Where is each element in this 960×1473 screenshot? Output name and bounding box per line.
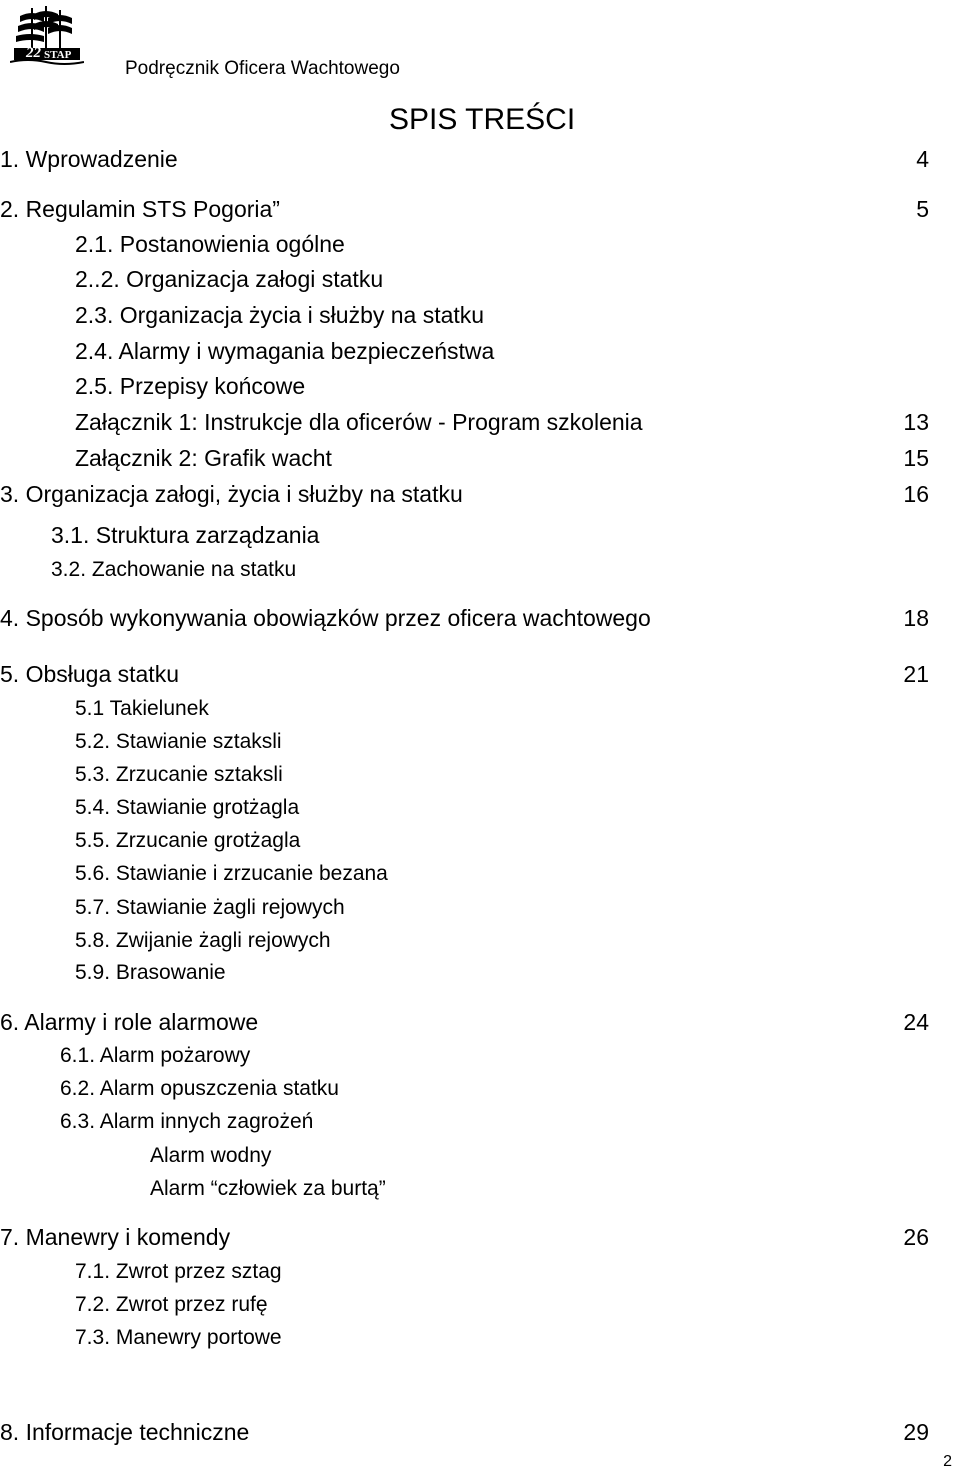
- toc-entry-page: 5: [916, 196, 929, 222]
- toc-entry: [0, 194, 960, 224]
- toc-entry-label: 5.2. Stawianie sztaksli: [75, 730, 282, 753]
- toc-entry-label: 7.3. Manewry portowe: [75, 1326, 282, 1349]
- toc-entry: [0, 229, 960, 259]
- toc-entry: [0, 371, 960, 401]
- toc-entry: [0, 893, 960, 923]
- toc-entry-page: 24: [903, 1009, 929, 1035]
- toc-entry-page: 29: [903, 1419, 929, 1445]
- toc-entry-page: 21: [903, 661, 929, 687]
- logo-label: STAP: [44, 49, 72, 61]
- running-header: Podręcznik Oficera Wachtowego: [125, 58, 400, 79]
- toc-entry-label: 4. Sposób wykonywania obowiązków przez oficera wachtowego: [0, 605, 651, 631]
- toc-entry: [0, 727, 960, 757]
- toc-entry-page: 13: [903, 409, 929, 435]
- toc-entry-label: 3.2. Zachowanie na statku: [51, 558, 297, 581]
- toc-entry-label: Załącznik 2: Grafik wacht: [75, 445, 332, 471]
- toc-entry-page: 4: [916, 146, 929, 172]
- logo: [10, 4, 84, 66]
- toc-entry-label: 2. Regulamin STS Pogoria”: [0, 196, 280, 222]
- toc-entry: [0, 1141, 960, 1171]
- toc-entry-label: 3.1. Struktura zarządzania: [51, 522, 320, 548]
- toc-entry: [0, 1257, 960, 1287]
- toc-entry: [0, 1323, 960, 1353]
- page-title: SPIS TREŚCI: [389, 103, 576, 136]
- toc-entry: [0, 1174, 960, 1204]
- logo-number: 22: [26, 45, 41, 61]
- toc-entry-page: 26: [903, 1224, 929, 1250]
- toc-entry-label: 2.4. Alarmy i wymagania bezpieczeństwa: [75, 338, 495, 364]
- toc-entry-label: 6. Alarmy i role alarmowe: [0, 1009, 259, 1035]
- toc-entry-page: 18: [903, 605, 929, 631]
- toc-entry-page: 15: [903, 445, 929, 471]
- toc-entry-label: Załącznik 1: Instrukcje dla oficerów - Program szkolenia: [75, 409, 643, 435]
- toc-entry-label: 7. Manewry i komendy: [0, 1224, 231, 1250]
- toc-entry-label: 5.6. Stawianie i zrzucanie bezana: [75, 862, 388, 885]
- toc-entry: [0, 1107, 960, 1137]
- toc-entry: [0, 264, 960, 294]
- toc-entry-label: 8. Informacje techniczne: [0, 1419, 250, 1445]
- toc-entry-label: 2.5. Przepisy końcowe: [75, 373, 306, 399]
- toc-entry: [0, 336, 960, 366]
- toc-entry-label: 2..2. Organizacja załogi statku: [75, 266, 384, 292]
- toc-entry: [0, 1417, 960, 1447]
- toc-entry: [0, 926, 960, 956]
- toc-entry-page: 16: [903, 481, 929, 507]
- toc-entry: [0, 1041, 960, 1071]
- toc-entry-label: Alarm wodny: [150, 1144, 272, 1167]
- toc-entry-label: 5. Obsługa statku: [0, 661, 179, 687]
- toc-entry: [0, 1074, 960, 1104]
- toc-entry-label: 1. Wprowadzenie: [0, 146, 178, 172]
- toc-entry: [0, 603, 960, 633]
- toc-entry-label: 5.3. Zrzucanie sztaksli: [75, 763, 283, 786]
- page-number: 2: [943, 1453, 952, 1470]
- toc-entry-label: 7.1. Zwrot przez sztag: [75, 1260, 282, 1283]
- toc-entry-label: 7.2. Zwrot przez rufę: [75, 1293, 268, 1316]
- toc-entry-label: 5.9. Brasowanie: [75, 961, 226, 984]
- toc-entry: [0, 694, 960, 724]
- toc-entry: [0, 760, 960, 790]
- toc-entry: [0, 859, 960, 889]
- toc-entry-label: 5.5. Zrzucanie grotżagla: [75, 829, 301, 852]
- toc-entry: [0, 659, 960, 689]
- toc-entry-label: 3. Organizacja załogi, życia i służby na statku: [0, 481, 463, 507]
- toc-entry: [0, 1007, 960, 1037]
- toc-entry: [0, 958, 960, 988]
- toc-entry-label: Alarm “człowiek za burtą”: [150, 1177, 386, 1200]
- toc-entry: [0, 793, 960, 823]
- toc-entry-label: 5.4. Stawianie grotżagla: [75, 796, 300, 819]
- toc-entry-label: 6.3. Alarm innych zagrożeń: [60, 1110, 314, 1133]
- toc-entry-label: 2.3. Organizacja życia i służby na statku: [75, 302, 485, 328]
- toc-entry-label: 5.1 Takielunek: [75, 697, 209, 720]
- toc-entry: [0, 555, 960, 585]
- toc-entry: [0, 407, 960, 437]
- toc-entry-label: 2.1. Postanowienia ogólne: [75, 231, 345, 257]
- toc-entry: [0, 520, 960, 550]
- toc-entry: [0, 443, 960, 473]
- toc-entry: [0, 1222, 960, 1252]
- toc-entry: [0, 1290, 960, 1320]
- toc-entry-label: 6.1. Alarm pożarowy: [60, 1044, 251, 1067]
- toc-entry: [0, 479, 960, 509]
- toc-entry-label: 5.8. Zwijanie żagli rejowych: [75, 929, 331, 952]
- toc-entry-label: 6.2. Alarm opuszczenia statku: [60, 1077, 339, 1100]
- toc-entry: [0, 300, 960, 330]
- toc-entry-label: 5.7. Stawianie żagli rejowych: [75, 896, 345, 919]
- toc-entry: [0, 826, 960, 856]
- toc-entry: [0, 144, 960, 174]
